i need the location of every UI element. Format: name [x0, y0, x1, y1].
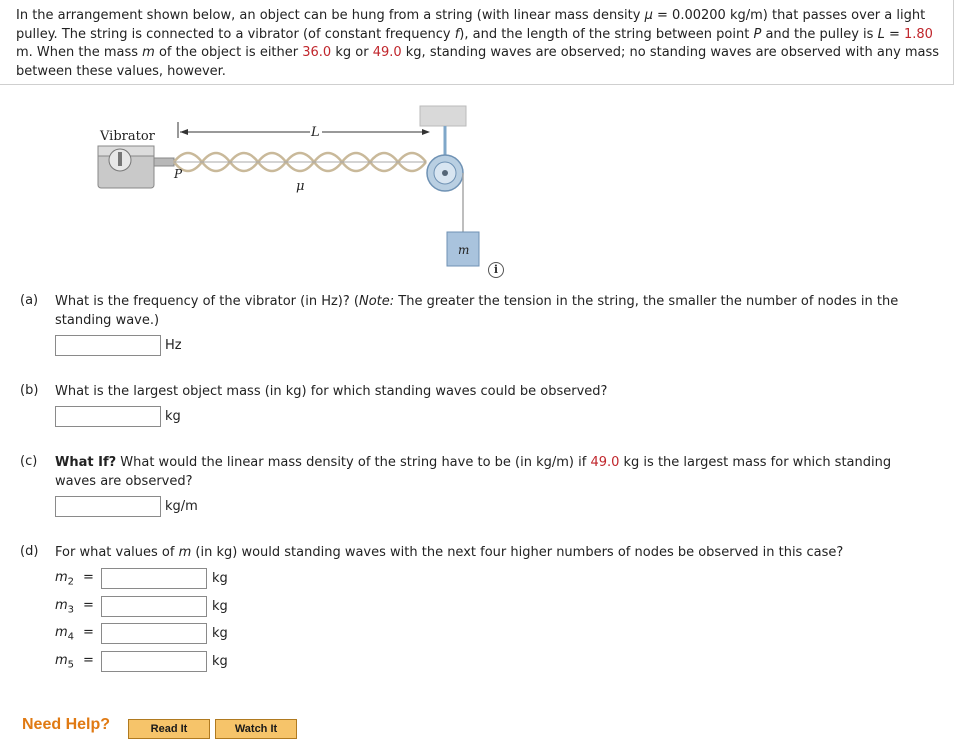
figure-illustration [90, 100, 520, 280]
mass-label: m [458, 243, 470, 257]
part-b [20, 383, 940, 433]
m3-input[interactable] [101, 596, 207, 617]
part-c-question: What If? What would the linear mass density of the string have to be (in kg/m) if 49.0 kg is the largest mass for which standing waves are observed? [55, 455, 892, 489]
m3-unit: kg [212, 599, 228, 614]
read-it-button[interactable]: Read It [128, 719, 210, 739]
m5-unit: kg [212, 654, 228, 669]
ceiling-support [420, 106, 466, 126]
problem-statement [0, 0, 954, 85]
need-help-label: Need Help? [22, 716, 111, 733]
largest-mass-input[interactable] [55, 406, 161, 427]
m3-equals: = [83, 598, 94, 613]
part-a-label: (a) [20, 293, 39, 308]
part-d [20, 544, 940, 674]
m2-equals: = [83, 570, 94, 585]
part-c-label: (c) [20, 454, 38, 469]
m2-input[interactable] [101, 568, 207, 589]
mass-1-value: 36.0 [302, 45, 332, 60]
m4-label: $m_4$ [55, 625, 75, 643]
part-c-unit: kg/m [165, 499, 198, 514]
part-a-question: What is the frequency of the vibrator (in Hz)? (Note: The greater the tension in the string, the smaller the number of nodes in the standing wave.) [55, 294, 899, 328]
m4-unit: kg [212, 626, 228, 641]
part-b-unit: kg [165, 409, 181, 424]
m3-label: $m_3$ [55, 598, 75, 616]
length-arrow [178, 122, 430, 138]
part-b-label: (b) [20, 383, 39, 398]
m2-unit: kg [212, 571, 228, 586]
m5-input[interactable] [101, 651, 207, 672]
vibrator-box [98, 146, 174, 188]
mu-label: μ [296, 179, 305, 194]
linear-density-input[interactable] [55, 496, 161, 517]
vibrator-label: Vibrator [100, 129, 155, 144]
vibrator-pulley-figure [90, 100, 520, 280]
info-icon[interactable]: i [488, 262, 504, 278]
part-d-label: (d) [20, 544, 39, 559]
m5-equals: = [83, 653, 94, 668]
mass-2-value: 49.0 [372, 45, 402, 60]
part-a [20, 293, 940, 363]
m4-equals: = [83, 625, 94, 640]
pulley [427, 155, 463, 191]
part-c [20, 454, 940, 522]
length-label: L [311, 125, 320, 140]
length-value: 1.80 [903, 26, 933, 42]
point-p-label: P [174, 167, 183, 181]
part-a-unit: Hz [165, 338, 182, 353]
frequency-input[interactable] [55, 335, 161, 356]
m4-input[interactable] [101, 623, 207, 644]
m5-label: $m_5$ [55, 653, 75, 671]
watch-it-button[interactable]: Watch It [215, 719, 297, 739]
problem-text: In the arrangement shown below, an object can be hung from a string (with linear mass density μ = 0.00200 kg/m) that passes over a light pulley. The string is connected to a vibrator (of constant frequency f), and the length of the string between point P and the pulley is L = 1.80 m. When the mass m of the object is either 36.0 kg or 49.0 kg, standing waves are observed; no standing waves are observed with any mass between these values, however. [16, 8, 940, 79]
m2-label: $m_2$ [55, 570, 75, 588]
part-b-question: What is the largest object mass (in kg) for which standing waves could be observed? [55, 384, 608, 399]
part-d-question: For what values of m (in kg) would standing waves with the next four higher numbers of nodes be observed in this case? [55, 545, 844, 560]
